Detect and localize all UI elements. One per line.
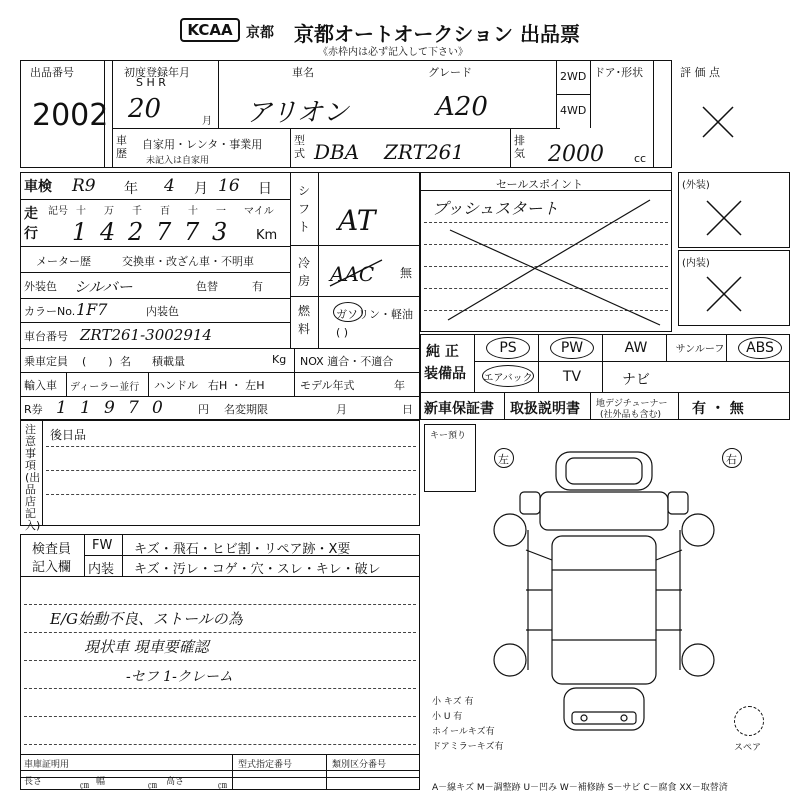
height-unit: ㎝ bbox=[218, 781, 228, 791]
spare-circle bbox=[734, 706, 764, 736]
nox-label: NOX 適合・不適合 bbox=[300, 355, 394, 368]
history-note: 未記入は自家用 bbox=[146, 156, 210, 166]
iro-label: 色替 bbox=[196, 280, 218, 293]
shift-label: シフト bbox=[298, 184, 311, 234]
displacement: 2000 bbox=[548, 142, 604, 167]
sales-text: プッシュスタート bbox=[432, 199, 559, 218]
recycle-month: 月 bbox=[336, 403, 347, 416]
exterior-label: (外装) bbox=[682, 180, 710, 191]
mileage-unit-header: 十 bbox=[188, 206, 198, 217]
car-diagram bbox=[480, 440, 730, 740]
first-reg-label: 初度登録年月 bbox=[124, 66, 190, 79]
meter-options: 交換車・改ざん車・不明車 bbox=[122, 255, 254, 268]
mileage-unit-header: 千 bbox=[132, 206, 142, 217]
color-value: シルバー bbox=[74, 278, 133, 296]
recycle-digit: 7 bbox=[128, 398, 139, 418]
equip-label-a: 純 正 bbox=[426, 344, 459, 360]
equip-item: AW bbox=[624, 340, 648, 356]
recycle-day: 日 bbox=[402, 403, 413, 416]
width-label: 幅 bbox=[96, 777, 106, 787]
rating-cross bbox=[700, 104, 736, 140]
history-options: 自家用・レンタ・事業用 bbox=[142, 138, 263, 151]
mileage-digit: 1 bbox=[72, 218, 88, 246]
recycle-period-label: 名変期限 bbox=[224, 403, 268, 416]
mileage-digits bbox=[72, 218, 242, 246]
frame-no: ZRT261-3002914 bbox=[80, 326, 212, 344]
recycle-digit: 9 bbox=[104, 398, 115, 418]
mileage-unit-header: マイル bbox=[244, 206, 274, 217]
legend-item: ドアミラーキズ有 bbox=[432, 742, 504, 752]
key-label: キー預り bbox=[430, 431, 467, 441]
mileage-unit-header: 十 bbox=[76, 206, 86, 217]
rating-label: 評 価 点 bbox=[680, 66, 720, 79]
lot-number: 2002 bbox=[32, 98, 109, 133]
fuel-paren: ( ) bbox=[336, 326, 349, 339]
model-year-label: モデル年式 bbox=[300, 379, 355, 392]
fw-text: キズ・飛石・ヒビ割・リペア跡・X要 bbox=[134, 542, 351, 557]
recycle-digit: 0 bbox=[152, 398, 163, 418]
exterior-cross bbox=[704, 198, 744, 238]
mileage-digit: 3 bbox=[212, 218, 228, 246]
notes-side-label: 注意事項(出品店記入) bbox=[25, 423, 41, 532]
equip-item: PS bbox=[499, 340, 517, 356]
handle-label: ハンドル bbox=[154, 379, 198, 392]
handle-options: 右H ・ 左H bbox=[208, 379, 265, 392]
frame-label: 車台番号 bbox=[24, 330, 68, 343]
shaken-label: 車検 bbox=[24, 179, 52, 195]
mileage-digit: 4 bbox=[100, 218, 116, 246]
shaken-year-label: 年 bbox=[124, 181, 138, 197]
shaken-value: R9 bbox=[72, 176, 96, 196]
right-label: 右 bbox=[726, 453, 737, 466]
sales-cross bbox=[420, 190, 672, 332]
type-no-label: 型式指定番号 bbox=[238, 760, 293, 770]
manual-label: 取扱説明書 bbox=[510, 401, 580, 417]
warranty-label: 新車保証書 bbox=[424, 401, 494, 417]
equip-label-b: 装備品 bbox=[424, 366, 466, 382]
door-label: ドア･形状 bbox=[594, 66, 644, 79]
int-label: 内装 bbox=[88, 562, 115, 577]
header-note: 《赤枠内は必ず記入して下さい》 bbox=[318, 47, 468, 58]
inspector-label-b: 記入欄 bbox=[32, 560, 72, 575]
mileage-digit: 2 bbox=[128, 218, 144, 246]
int-text: キズ・汚レ・コゲ・穴・スレ・キレ・破レ bbox=[134, 562, 381, 577]
legend-item: 小 キズ 有 bbox=[432, 697, 474, 707]
color-label: 外装色 bbox=[24, 280, 57, 293]
car-name-label: 車名 bbox=[292, 66, 314, 79]
mileage-label: 走行 bbox=[24, 206, 38, 242]
recycle-digit: 1 bbox=[80, 398, 91, 418]
interior-label: (内装) bbox=[682, 258, 710, 269]
recycle-label: R券 bbox=[24, 403, 43, 416]
shaken-month: 4 bbox=[164, 176, 175, 196]
tuner-label: 地デジチューナー bbox=[596, 399, 668, 409]
legend-item: 小 U 有 bbox=[432, 712, 463, 722]
fuel-options: ガソリン・軽油 bbox=[336, 308, 413, 321]
model-year-unit: 年 bbox=[394, 379, 405, 392]
model-value: ZRT261 bbox=[384, 140, 465, 164]
equip-circle bbox=[550, 337, 594, 359]
garage-label: 車庫証明用 bbox=[24, 760, 70, 770]
grade-label: グレード bbox=[428, 66, 472, 79]
drive-4wd: 4WD bbox=[560, 104, 587, 117]
equip-row1 bbox=[474, 334, 790, 361]
ac-value: AAC bbox=[330, 262, 375, 286]
recycle-digits bbox=[56, 398, 186, 418]
era-label: S H R bbox=[136, 76, 166, 89]
inspector-note-1: E/G始動不良、ストールの為 bbox=[50, 610, 243, 628]
import-label: 輸入車 bbox=[24, 379, 57, 392]
mileage-units bbox=[48, 202, 288, 216]
length-unit: ㎝ bbox=[80, 781, 90, 791]
shaken-day-label: 日 bbox=[258, 181, 272, 197]
reg-month-label: 月 bbox=[202, 116, 212, 127]
damage-codes: A－線キズ M－調整跡 U－凹み W－補修跡 S－サビ C－腐食 XX－取替済 bbox=[432, 783, 728, 793]
tuner-options: 有 ・ 無 bbox=[692, 401, 744, 417]
equip-item: エアバック bbox=[483, 373, 533, 384]
color-no-label: カラーNo. bbox=[24, 305, 76, 318]
equip-item: ABS bbox=[746, 340, 774, 356]
mileage-unit-header: 百 bbox=[160, 206, 170, 217]
equip-row2 bbox=[474, 361, 790, 392]
page-title: 京都オートオークション 出品票 bbox=[294, 22, 580, 46]
history-label: 車歴 bbox=[116, 134, 127, 160]
shaken-day: 16 bbox=[218, 176, 240, 196]
mileage-unit-header: 万 bbox=[104, 206, 114, 217]
disp-label: 排気 bbox=[514, 134, 525, 160]
capacity-paren: ( ) bbox=[82, 355, 113, 368]
grade: A20 bbox=[436, 92, 488, 122]
height-label: 高さ bbox=[166, 777, 185, 787]
equip-item: TV bbox=[562, 369, 582, 385]
inspector-note-3: -セフ 1-クレーム bbox=[126, 669, 233, 685]
iro-value: 有 bbox=[252, 280, 263, 293]
equip-item: ナビ bbox=[622, 372, 650, 388]
fuel-label: 燃料 bbox=[298, 304, 311, 336]
ac-none: 無 bbox=[400, 266, 413, 280]
cc-label: cc bbox=[634, 152, 647, 165]
shift-value: AT bbox=[338, 204, 376, 237]
model-prefix: DBA bbox=[314, 140, 360, 164]
legend-item: ホイールキズ有 bbox=[432, 727, 495, 737]
load-unit: Kg bbox=[272, 353, 287, 366]
reg-year: 20 bbox=[128, 94, 162, 124]
model-label: 型式 bbox=[294, 134, 305, 160]
length-label: 長さ bbox=[24, 777, 43, 787]
equip-item: PW bbox=[560, 340, 584, 356]
class-no-label: 類別区分番号 bbox=[332, 760, 387, 770]
dealer-label: ディーラー並行 bbox=[70, 382, 140, 393]
lot-label: 出品番号 bbox=[30, 66, 74, 79]
car-name: アリオン bbox=[246, 98, 349, 128]
yen-label: 円 bbox=[198, 403, 209, 416]
tuner-note: (社外品も含む) bbox=[600, 410, 662, 420]
fuel-circle bbox=[333, 302, 363, 322]
equip-item: サンルーフ bbox=[675, 344, 725, 355]
mileage-unit-header: 一 bbox=[216, 206, 226, 217]
meter-label: メーター歴 bbox=[36, 255, 91, 268]
km-label: Km bbox=[256, 228, 278, 243]
left-label: 左 bbox=[498, 453, 509, 466]
shaken-month-label: 月 bbox=[194, 181, 208, 197]
recycle-digit: 1 bbox=[56, 398, 67, 418]
capacity-unit: 名 bbox=[120, 355, 131, 368]
drive-2wd: 2WD bbox=[560, 70, 587, 83]
logo-city: 京都 bbox=[246, 25, 274, 41]
ac-label: 冷房 bbox=[298, 256, 311, 288]
color-no: 1F7 bbox=[76, 300, 108, 319]
equip-circle bbox=[738, 337, 782, 359]
logo: KCAA bbox=[180, 18, 240, 42]
width-unit: ㎝ bbox=[148, 781, 158, 791]
load-label: 積載量 bbox=[152, 355, 185, 368]
equip-circle bbox=[482, 365, 534, 387]
fw-label: FW bbox=[92, 538, 113, 553]
interior-cross bbox=[704, 274, 744, 314]
sales-label: セールスポイント bbox=[496, 178, 584, 191]
inspector-label-a: 検査員 bbox=[32, 542, 72, 557]
spare-label: スペア bbox=[734, 743, 762, 753]
notes-title: 後日品 bbox=[50, 428, 87, 442]
interior-color-label: 内装色 bbox=[146, 305, 179, 318]
ac-strike bbox=[326, 256, 386, 290]
mileage-unit-header: 記号 bbox=[48, 206, 68, 217]
mileage-digit: 7 bbox=[184, 218, 200, 246]
capacity-label: 乗車定員 bbox=[24, 355, 68, 368]
mileage-digit: 7 bbox=[156, 218, 172, 246]
equip-circle bbox=[486, 337, 530, 359]
inspector-note-2: 現状車 現車要確認 bbox=[84, 638, 209, 656]
